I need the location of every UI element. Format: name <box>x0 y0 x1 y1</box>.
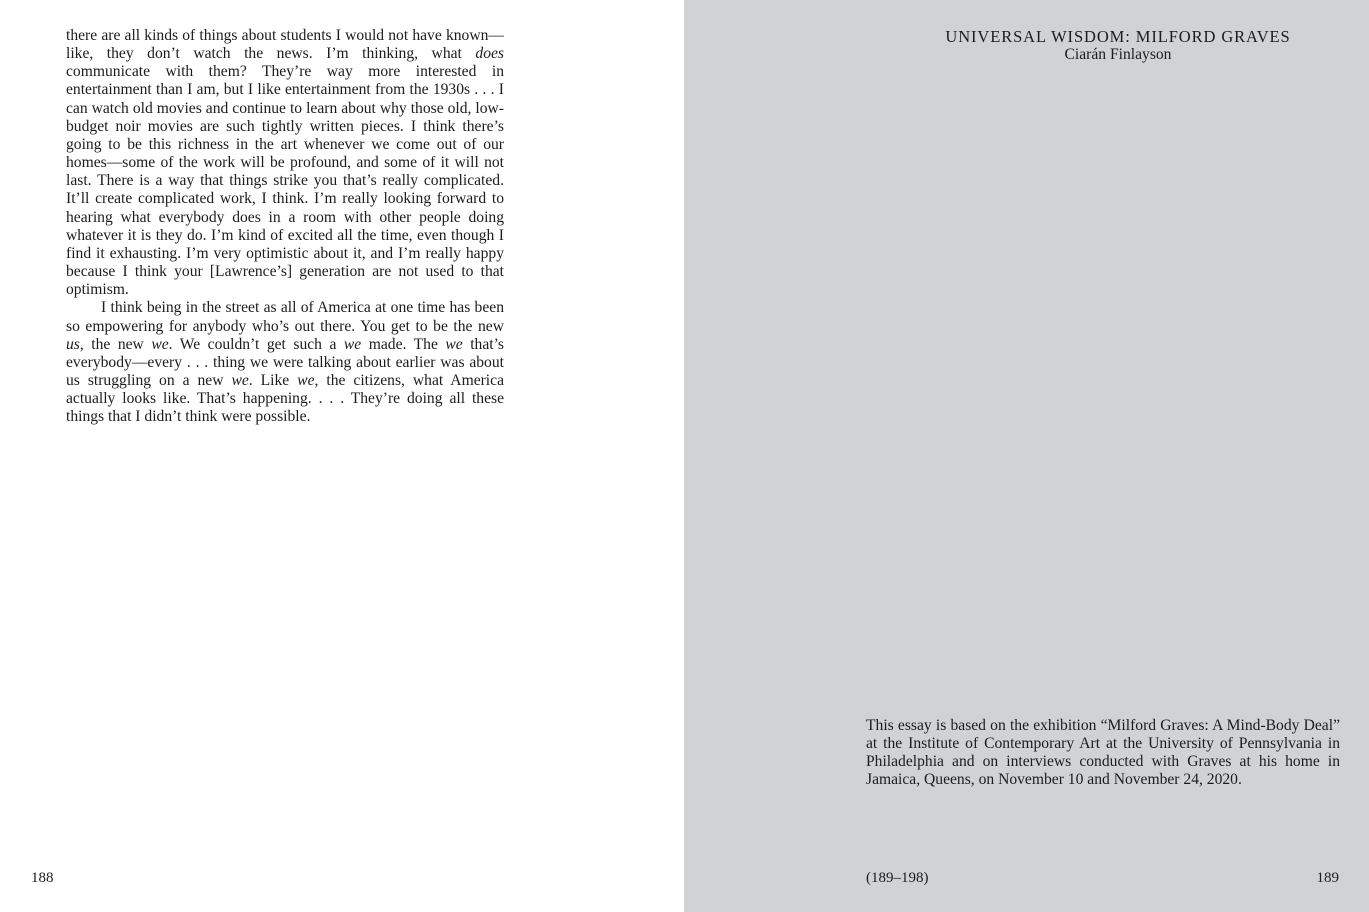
italic-run: we <box>445 335 463 353</box>
right-page <box>684 0 1369 912</box>
text-run: that’s everybody—every . . . thing we were talking about earlier was about us struggling on a new <box>66 335 504 389</box>
page-number-right: 189 <box>1316 870 1339 886</box>
text-run: . We couldn’t get such a <box>168 335 344 353</box>
italic-run: we <box>343 335 362 353</box>
essay-author: Ciarán Finlayson <box>1064 46 1172 63</box>
italic-run: we <box>297 371 315 389</box>
essay-source-note: This essay is based on the exhibition “Milford Graves: A Mind-Body Deal” at the Institute of Contemporary Art at the University of Pennsylvania in Philadelphia and on interviews conducted with Graves at his home in Jamaica, Queens, on November 10 and November 24, 2020. <box>866 717 1340 789</box>
text-run: made. The <box>361 335 446 353</box>
text-run: communicate with them? They’re way more interested in entertainment than I am, but I like entertainment from the 1930s . . . I can watch old movies and continue to learn about why those old, low-budget noir movies are such tightly written pieces. I think there’s going to be this richness in the art whenever we come out of our homes—some of the work will be profound, and some of it will not last. There is a way that things strike you that’s really complicated. It’ll create complicated work, I think. I’m really looking forward to hearing what everybody does in a room with other people doing whatever it is they do. I’m kind of excited all the time, even though I find it exhausting. I’m very optimistic about it, and I’m really happy because I think your [Lawrence’s] generation are not used to that optimism. <box>66 63 504 299</box>
text-run: , the new <box>79 335 152 353</box>
essay-title: UNIVERSAL WISDOM: MILFORD GRAVES <box>945 27 1291 46</box>
text-run: , the citizens, what America actually looks like. That’s happening. . . . They’re doing all these things that I didn’t think were possible. <box>66 371 504 426</box>
paragraph-1 <box>66 27 504 299</box>
paragraph-2 <box>66 299 504 426</box>
text-run: there are all kinds of things about students I would not have known—like, they don’t watch the news. I’m thinking, what <box>66 27 504 63</box>
text-run: . Like <box>248 371 298 389</box>
italic-run: we <box>151 335 169 353</box>
italic-run: us <box>66 335 80 353</box>
italic-run: does <box>475 45 504 63</box>
italic-run: we <box>231 371 249 389</box>
interview-text <box>66 27 504 426</box>
page-number-left: 188 <box>31 870 54 886</box>
left-page <box>0 0 684 912</box>
text-run: I think being in the street as all of America at one time has been so empowering for anybody who’s out there. You get to be the new <box>66 299 504 335</box>
page-range: (189–198) <box>866 870 929 886</box>
